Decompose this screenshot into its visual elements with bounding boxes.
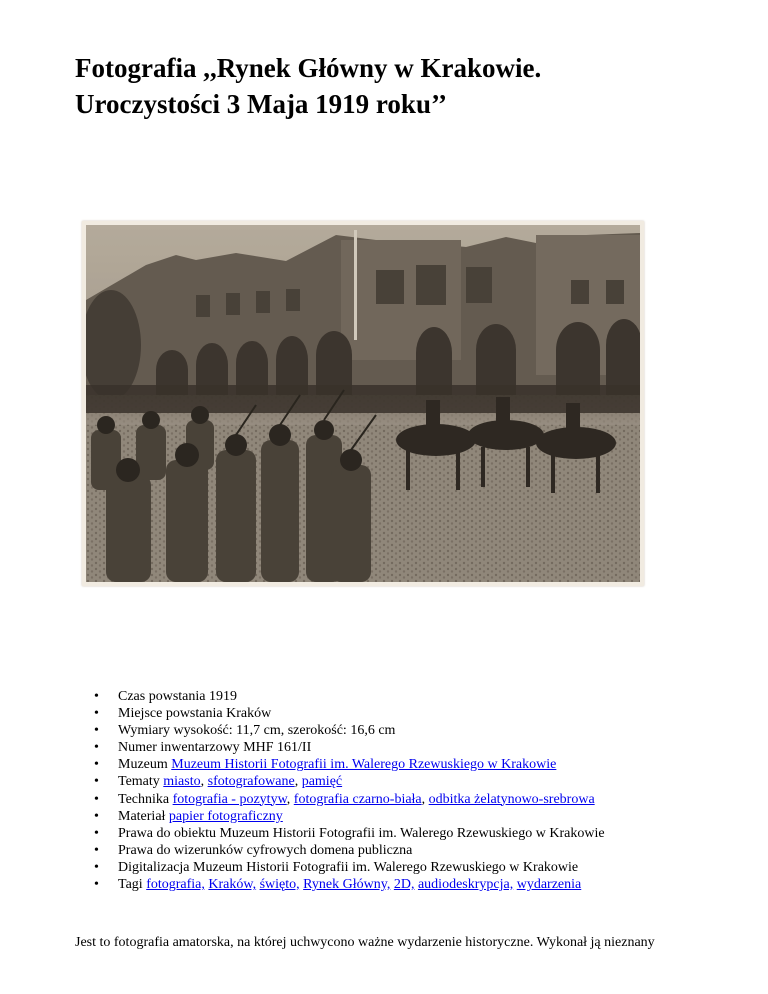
meta-value: Kraków <box>226 706 272 722</box>
tag-link-swieto[interactable]: święto, <box>259 877 300 893</box>
meta-technika: • Technika fotografia - pozytyw, fotografia czarno-biała, odbitka żelatynowo-srebrowa <box>94 791 605 808</box>
meta-label: Muzeum <box>118 757 168 773</box>
technique-link-pozytyw[interactable]: fotografia - pozytyw <box>172 791 287 807</box>
meta-label: Technika <box>118 791 170 807</box>
meta-value: domena publiczna <box>310 842 413 858</box>
description-paragraph: Jest to fotografia amatorska, na której uchwycono ważne wydarzenie historyczne. Wykonał ją nieznany <box>75 935 655 950</box>
meta-tagi <box>94 876 605 893</box>
meta-label: Materiał <box>118 808 166 824</box>
historical-photograph <box>82 221 644 586</box>
tag-link-fotografia[interactable]: fotografia, <box>146 877 205 893</box>
meta-wymiary <box>94 722 605 739</box>
tag-link-wydarzenia[interactable]: wydarzenia <box>516 877 582 893</box>
meta-label: Miejsce powstania <box>118 706 223 722</box>
meta-label: Prawa do wizerunków cyfrowych <box>118 842 307 858</box>
topic-link-miasto[interactable]: miasto <box>163 774 201 790</box>
meta-label: Wymiary <box>118 723 171 739</box>
meta-value: Muzeum Historii Fotografii im. Walerego Rzewuskiego w Krakowie <box>219 825 605 841</box>
page-title <box>75 50 541 122</box>
meta-prawa-wizerunki <box>94 842 605 859</box>
meta-digitalizacja <box>94 859 605 876</box>
technique-link-odbitka[interactable]: odbitka żelatynowo-srebrowa <box>428 791 595 807</box>
meta-label: Czas powstania <box>118 689 206 704</box>
meta-value: 1919 <box>208 689 237 704</box>
tag-link-krakow[interactable]: Kraków, <box>208 877 257 893</box>
meta-label: Digitalizacja <box>118 859 190 875</box>
meta-value: Muzeum Historii Fotografii im. Walerego Rzewuskiego w Krakowie <box>193 859 579 875</box>
title-line-1: Fotografia ,,Rynek Główny w Krakowie. <box>75 53 542 83</box>
meta-label: Prawa do obiektu <box>118 825 216 841</box>
meta-numer <box>94 739 605 756</box>
meta-muzeum <box>94 756 605 773</box>
photo-image <box>86 225 640 582</box>
meta-label: Tematy <box>118 774 160 790</box>
meta-label: Tagi <box>118 877 143 893</box>
technique-link-czarno-biala[interactable]: fotografia czarno-biała <box>293 791 422 807</box>
meta-label: Numer inwentarzowy <box>118 740 240 756</box>
tag-link-2d[interactable]: 2D, <box>393 877 415 893</box>
meta-miejsce <box>94 705 605 722</box>
meta-material <box>94 808 605 825</box>
tag-link-rynek-glowny[interactable]: Rynek Główny, <box>303 877 391 893</box>
tag-link-audiodeskrypcja[interactable]: audiodeskrypcja, <box>417 877 514 893</box>
topic-link-pamiec[interactable]: pamięć <box>301 774 343 790</box>
material-link[interactable]: papier fotograficzny <box>168 808 283 824</box>
museum-link[interactable]: Muzeum Historii Fotografii im. Walerego Rzewuskiego w Krakowie <box>171 757 557 773</box>
meta-tematy: • Tematy miasto, sfotografowane, pamięć <box>94 773 605 790</box>
meta-czas <box>94 688 605 705</box>
title-line-2: Uroczystości 3 Maja 1919 roku’’ <box>75 89 447 119</box>
meta-value: MHF 161/II <box>243 740 312 756</box>
topic-link-sfotografowane[interactable]: sfotografowane <box>207 774 295 790</box>
meta-prawa-obiekt <box>94 825 605 842</box>
meta-value: wysokość: 11,7 cm, szerokość: 16,6 cm <box>173 723 396 739</box>
metadata-list <box>94 688 605 893</box>
